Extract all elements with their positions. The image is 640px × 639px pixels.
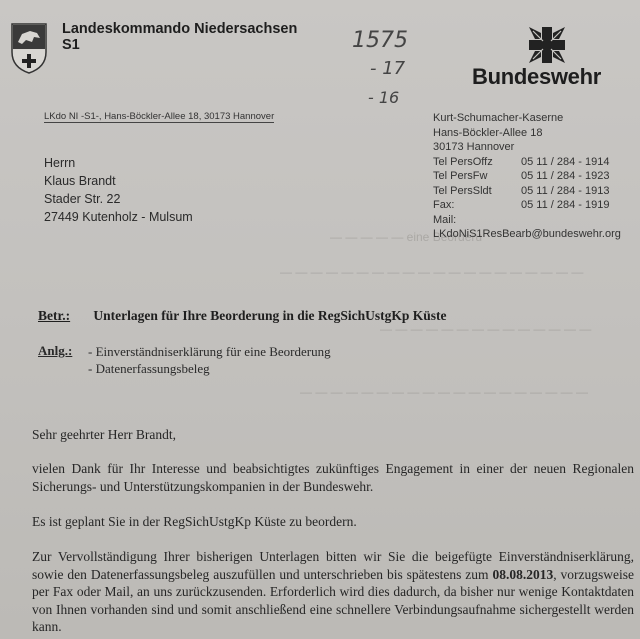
- letter-paragraph: vielen Dank für Ihr Interesse und beabsichtigtes zukünftiges Engagement in einer der neuen Regionalen Sicherungs- und Unterstützungskompanien in der Bundeswehr.: [32, 461, 634, 494]
- recipient-salutation: Herrn: [44, 156, 76, 170]
- handwritten-note: - 17: [370, 58, 406, 79]
- paragraph-text: , vorzugsweise per Fax oder Mail, an uns zurückzusenden. Erforderlich wird dies dadurch, da bisher nur wenige Kontaktdaten von Ihnen vorhanden sind und somit anschließend eine schnellere Verbindungsaufnahme sichergestellt werden kann.: [32, 566, 634, 634]
- enclosure-item: - Einverständniserklärung für eine Beorderung: [88, 344, 331, 359]
- contact-label: Tel PersOffz: [433, 155, 493, 168]
- paragraph-text: Zur Vervollständigung Ihrer bisherigen Unterlagen bitten wir Sie die beigefügte Einverständniserklärung, sowie den Datenerfassungsbeleg auszufüllen und unterschrieben bis spätestens zum: [32, 549, 634, 582]
- org-name: Landeskommando Niedersachsen: [62, 21, 298, 37]
- letter-greeting: Sehr geehrter Herr Brandt,: [32, 427, 176, 442]
- show-through-text: — — — — — eine Beorderu: [330, 230, 483, 244]
- contact-label: Tel PersFw: [433, 170, 488, 182]
- show-through-text: — — — — — — — — — — — — — — — — — — —: [300, 385, 589, 399]
- show-through-text: — — — — — — — — — — — — — — — — — — — —: [280, 265, 584, 279]
- contact-barracks: Kurt-Schumacher-Kaserne: [433, 112, 564, 124]
- iron-cross-icon: [529, 27, 565, 63]
- handwritten-note: - 16: [368, 88, 400, 107]
- contact-label: Fax:: [433, 199, 455, 211]
- contact-block: [433, 111, 621, 242]
- enclosure-item: - Datenerfassungsbeleg: [88, 361, 210, 376]
- subject-text: Unterlagen für Ihre Beorderung in die RegSichUstgKp Küste: [93, 308, 447, 323]
- contact-value: 05 11 / 284 - 1919: [521, 199, 610, 211]
- show-through-text: — — — — — — — — — — — — — —: [380, 322, 592, 336]
- enclosures-key: Anlg.:: [38, 343, 73, 358]
- contact-row: [433, 155, 621, 170]
- recipient-name: Klaus Brandt: [44, 174, 116, 188]
- contact-mail-label: Mail:: [433, 213, 457, 226]
- bundeswehr-logo: Bundeswehr: [472, 64, 602, 89]
- contact-row: [433, 198, 621, 213]
- handwritten-note: 1575: [352, 28, 408, 53]
- contact-city: 30173 Hannover: [433, 141, 515, 153]
- subject-line: [38, 308, 447, 324]
- contact-value: 05 11 / 284 - 1914: [521, 155, 610, 168]
- recipient-street: Stader Str. 22: [44, 192, 121, 206]
- contact-value: 05 11 / 284 - 1913: [521, 184, 610, 197]
- contact-street: Hans-Böckler-Allee 18: [433, 126, 543, 139]
- sender-return-line: LKdo NI -S1-, Hans-Böckler-Allee 18, 30173 Hannover: [44, 111, 275, 122]
- contact-label: Tel PersSldt: [433, 184, 492, 197]
- contact-mail: LKdoNiS1ResBearb@bundeswehr.org: [433, 228, 621, 240]
- letter-paragraph: [32, 548, 634, 636]
- subject-key: Betr.:: [38, 308, 71, 323]
- org-unit: S1: [62, 37, 80, 53]
- deadline-date: 08.08.2013: [492, 566, 554, 582]
- niedersachsen-crest-icon: [10, 22, 48, 74]
- recipient-address: [44, 154, 193, 226]
- contact-row: [433, 169, 621, 184]
- contact-value: 05 11 / 284 - 1923: [521, 170, 610, 182]
- recipient-city: 27449 Kutenholz - Mulsum: [44, 210, 193, 224]
- contact-row: [433, 184, 621, 199]
- letter-paragraph: Es ist geplant Sie in der RegSichUstgKp Küste zu beordern.: [32, 514, 357, 529]
